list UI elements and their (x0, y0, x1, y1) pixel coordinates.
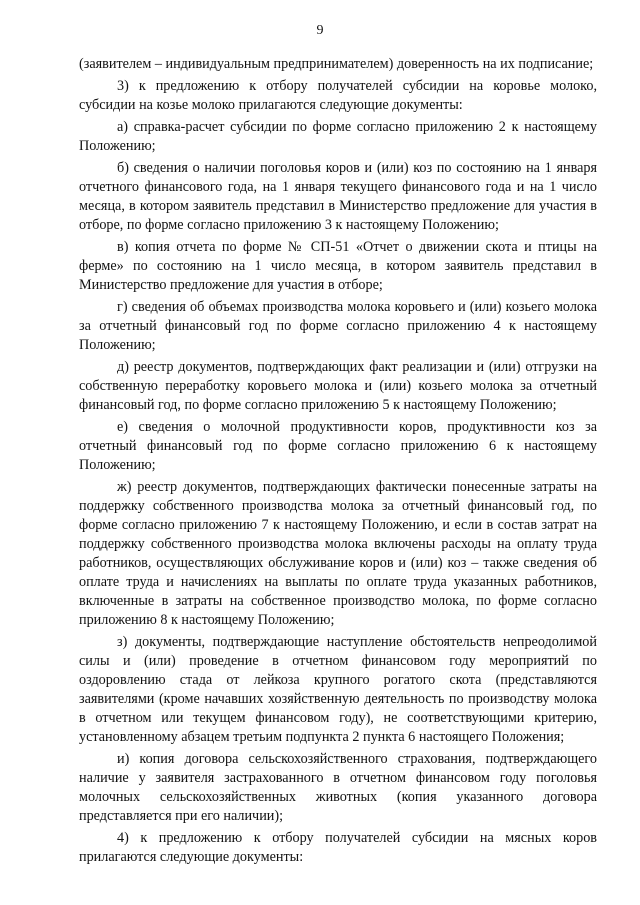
paragraph: и) копия договора сельскохозяйственного страхования, подтверждающего наличие у заявителя застрахованного в отчетном финансовом году поголовья молочных сельскохозяйственных животных (копия указанного договора представляется при его наличии); (79, 751, 597, 824)
paragraph: б) сведения о наличии поголовья коров и (или) коз по состоянию на 1 января отчетного финансового года, на 1 января текущего финансового года и на 1 число месяца, в котором заявитель представил в Министерство предложение для участия в отборе, по форме согласно приложению 3 к настоящему Положению; (79, 160, 597, 233)
page-number: 9 (316, 23, 324, 38)
paragraph: е) сведения о молочной продуктивности коров, продуктивности коз за отчетный финансовый год по форме согласно приложению 6 к настоящему Положению; (79, 419, 597, 473)
paragraph: (заявителем – индивидуальным предпринимателем) доверенность на их подписание; (79, 56, 594, 72)
paragraph: а) справка-расчет субсидии по форме согласно приложению 2 к настоящему Положению; (79, 119, 597, 154)
paragraph: ж) реестр документов, подтверждающих фактически понесенные затраты на поддержку собственного производства молока за отчетный финансовый год, по форме согласно приложению 7 к настоящему Положению, и если в состав затрат на поддержку собственного производства молока включены расходы на оплату труда работников, осуществляющих обслуживание коров и (или) коз – также сведения об оплате труда и начислениях на выплаты по оплате труда указанных работников, включенные в затраты на собственное производство молока, по форме согласно приложению 8 к настоящему Положению; (79, 479, 597, 628)
paragraph: 3) к предложению к отбору получателей субсидии на коровье молоко, субсидии на козье молоко прилагаются следующие документы: (79, 78, 597, 113)
paragraph: д) реестр документов, подтверждающих факт реализации и (или) отгрузки на собственную переработку коровьего молока и (или) козьего молока за отчетный финансовый год, по форме согласно приложению 5 к настоящему Положению; (79, 359, 597, 413)
paragraph: з) документы, подтверждающие наступление обстоятельств непреодолимой силы и (или) проведение в отчетном финансовом году мероприятий по оздоровлению стада от лейкоза крупного рогатого скота (представляются заявителями (кроме начавших хозяйственную деятельность по производству молока в отчетном или текущем финансовом году), не соответствующими критерию, установленному абзацем третьим подпункта 2 пункта 6 настоящего Положения; (79, 634, 597, 745)
paragraph: 4) к предложению к отбору получателей субсидии на мясных коров прилагаются следующие документы: (79, 830, 597, 865)
paragraph: г) сведения об объемах производства молока коровьего и (или) козьего молока за отчетный финансовый год по форме согласно приложению 4 к настоящему Положению; (79, 299, 597, 353)
document-body (79, 55, 597, 870)
paragraph: в) копия отчета по форме № СП-51 «Отчет о движении скота и птицы на ферме» по состоянию на 1 число месяца, в котором заявитель представил в Министерство предложение для участия в отборе; (79, 239, 597, 293)
